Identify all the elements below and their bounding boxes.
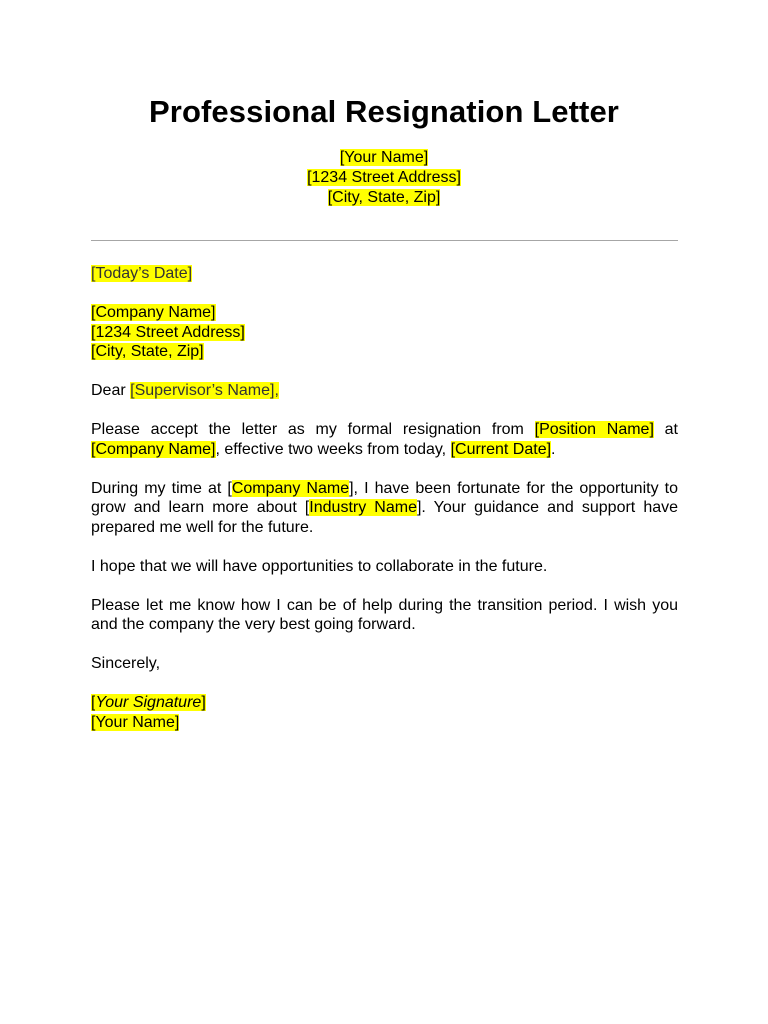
p2-text-2: ], I have been fortunate for the opportunity to grow and learn more about [ [91,479,679,516]
signature-name: [Your Name] [91,713,180,731]
date-line [91,264,678,284]
p1-text-1: Please accept the letter as my formal resignation from [91,421,535,438]
signature-name-line [91,713,678,733]
paragraph-resignation [91,420,678,459]
header-divider [91,240,678,241]
page-title: Professional Resignation Letter [149,94,619,129]
recipient-street: [1234 Street Address] [91,323,245,341]
sender-address [0,148,768,208]
salutation [91,381,678,401]
spacer [91,537,678,557]
industry-name: Industry Name [309,499,417,516]
salutation-prefix: Dear [91,382,131,399]
paragraph-transition: Please let me know how I can be of help during the transition period. I wish you and the company the very best going forward. [91,596,678,633]
p2-company-name: Company Name [231,479,350,497]
paragraph-collaborate: I hope that we will have opportunities to collaborate in the future. [91,557,548,575]
spacer [91,576,678,596]
p2-text-3: ]. Your guidance and support have prepared me well for the future. [91,499,679,536]
signature-open: [ [91,694,96,711]
p1-text-2: at [653,421,678,438]
p1-company-name: [Company Name] [91,440,216,458]
current-date: [Current Date] [450,440,552,458]
recipient-city-line [91,342,678,362]
paragraph-experience [91,479,678,538]
p1-text-4: . [551,440,556,458]
salutation-name: [Supervisor’s Name], [130,382,279,399]
spacer [91,674,678,694]
spacer [91,401,678,421]
p2-text-1: During my time at [ [91,479,232,497]
sender-name-line [0,148,768,168]
position-name: [Position Name] [534,421,654,438]
spacer [91,635,678,655]
p1-text-3: , effective two weeks from today, [215,440,451,458]
recipient-street-line [91,323,678,343]
sender-city-line [0,188,768,208]
signature-close: ] [201,694,206,711]
spacer [91,284,678,304]
spacer [91,459,678,479]
recipient-company: [Company Name] [91,304,216,321]
sender-city: [City, State, Zip] [327,189,441,206]
spacer [91,362,678,382]
signature-label: Your Signature [95,694,202,711]
recipient-address [91,303,678,362]
todays-date: [Today’s Date] [91,265,193,282]
sender-name: [Your Name] [339,149,429,166]
sender-street: [1234 Street Address] [307,169,461,186]
recipient-company-line [91,303,678,323]
signature-bracket-close [201,694,205,711]
recipient-city: [City, State, Zip] [91,343,204,360]
sender-street-line [0,168,768,188]
letter-body [91,264,678,732]
closing: Sincerely, [91,655,161,672]
signature-line [91,693,678,713]
